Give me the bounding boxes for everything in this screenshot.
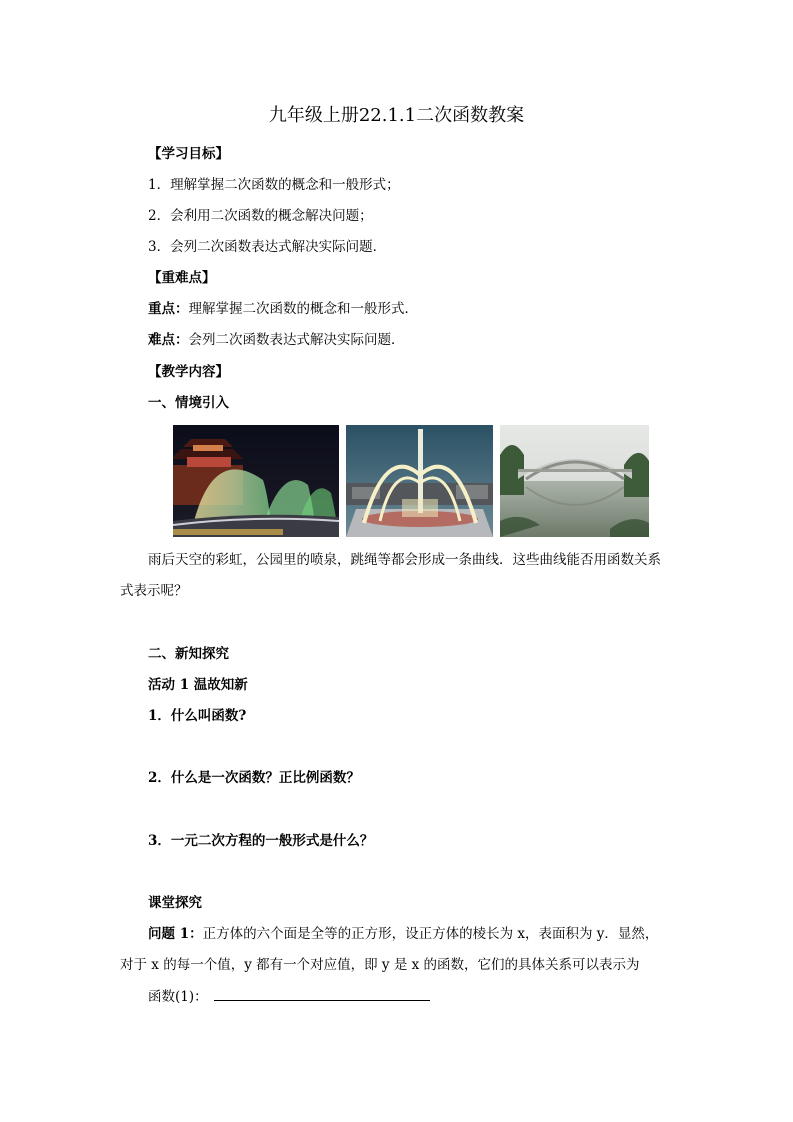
function-1-line [148,986,430,1007]
key-point-line [148,299,418,319]
problem-1-text: 正方体的六个面是全等的正方形，设正方体的棱长为 x，表面积为 y．显然， [202,926,659,942]
goal-1: 1．理解掌握二次函数的概念和一般形式； [148,177,400,193]
difficulty-label: 难点： [148,332,189,348]
review-question-3: 3．一元二次方程的一般形式是什么？ [148,833,374,849]
difficulty-line [148,330,405,350]
fountain-palace-photo [173,425,339,537]
problem-1-line-1 [148,924,658,944]
review-question-1: 1．什么叫函数? [148,708,247,724]
goal-3: 3．会列二次函数表达式解决实际问题． [148,239,387,255]
section-key-points: 【重难点】 [148,270,216,286]
plaza-fountain-photo [346,425,493,537]
problem-1-line-2: 对于 x 的每一个值，y 都有一个对应值，即 y 是 x 的函数，它们的具体关系可以表示为 [120,957,640,973]
review-question-2: 2．什么是一次函数？正比例函数？ [148,770,360,786]
function-1-answer-blank[interactable] [214,986,430,1001]
goal-2: 2．会利用二次函数的概念解决问题； [148,208,373,224]
intro-paragraph-line-1: 雨后天空的彩虹，公园里的喷泉，跳绳等都会形成一条曲线．这些曲线能否用函数关系 [148,552,661,568]
key-point-text: 理解掌握二次函数的概念和一般形式． [188,301,418,317]
section-learning-goals: 【学习目标】 [148,146,229,162]
page-title: 九年级上册22.1.1二次函数教案 [268,105,525,126]
section-teaching-content: 【教学内容】 [148,364,229,380]
activity-1-heading: 活动 1 温故知新 [148,677,248,693]
part1-heading: 一、情境引入 [148,395,229,411]
intro-paragraph-line-2: 式表示呢？ [120,583,188,599]
arch-bridge-photo [500,425,649,537]
problem-1-label: 问题 1： [148,926,203,942]
function-1-label: 函数(1)： [148,989,208,1005]
part2-heading: 二、新知探究 [148,646,229,662]
key-point-label: 重点： [148,301,189,317]
difficulty-text: 会列二次函数表达式解决实际问题． [188,332,405,348]
class-exploration-heading: 课堂探究 [148,895,202,911]
